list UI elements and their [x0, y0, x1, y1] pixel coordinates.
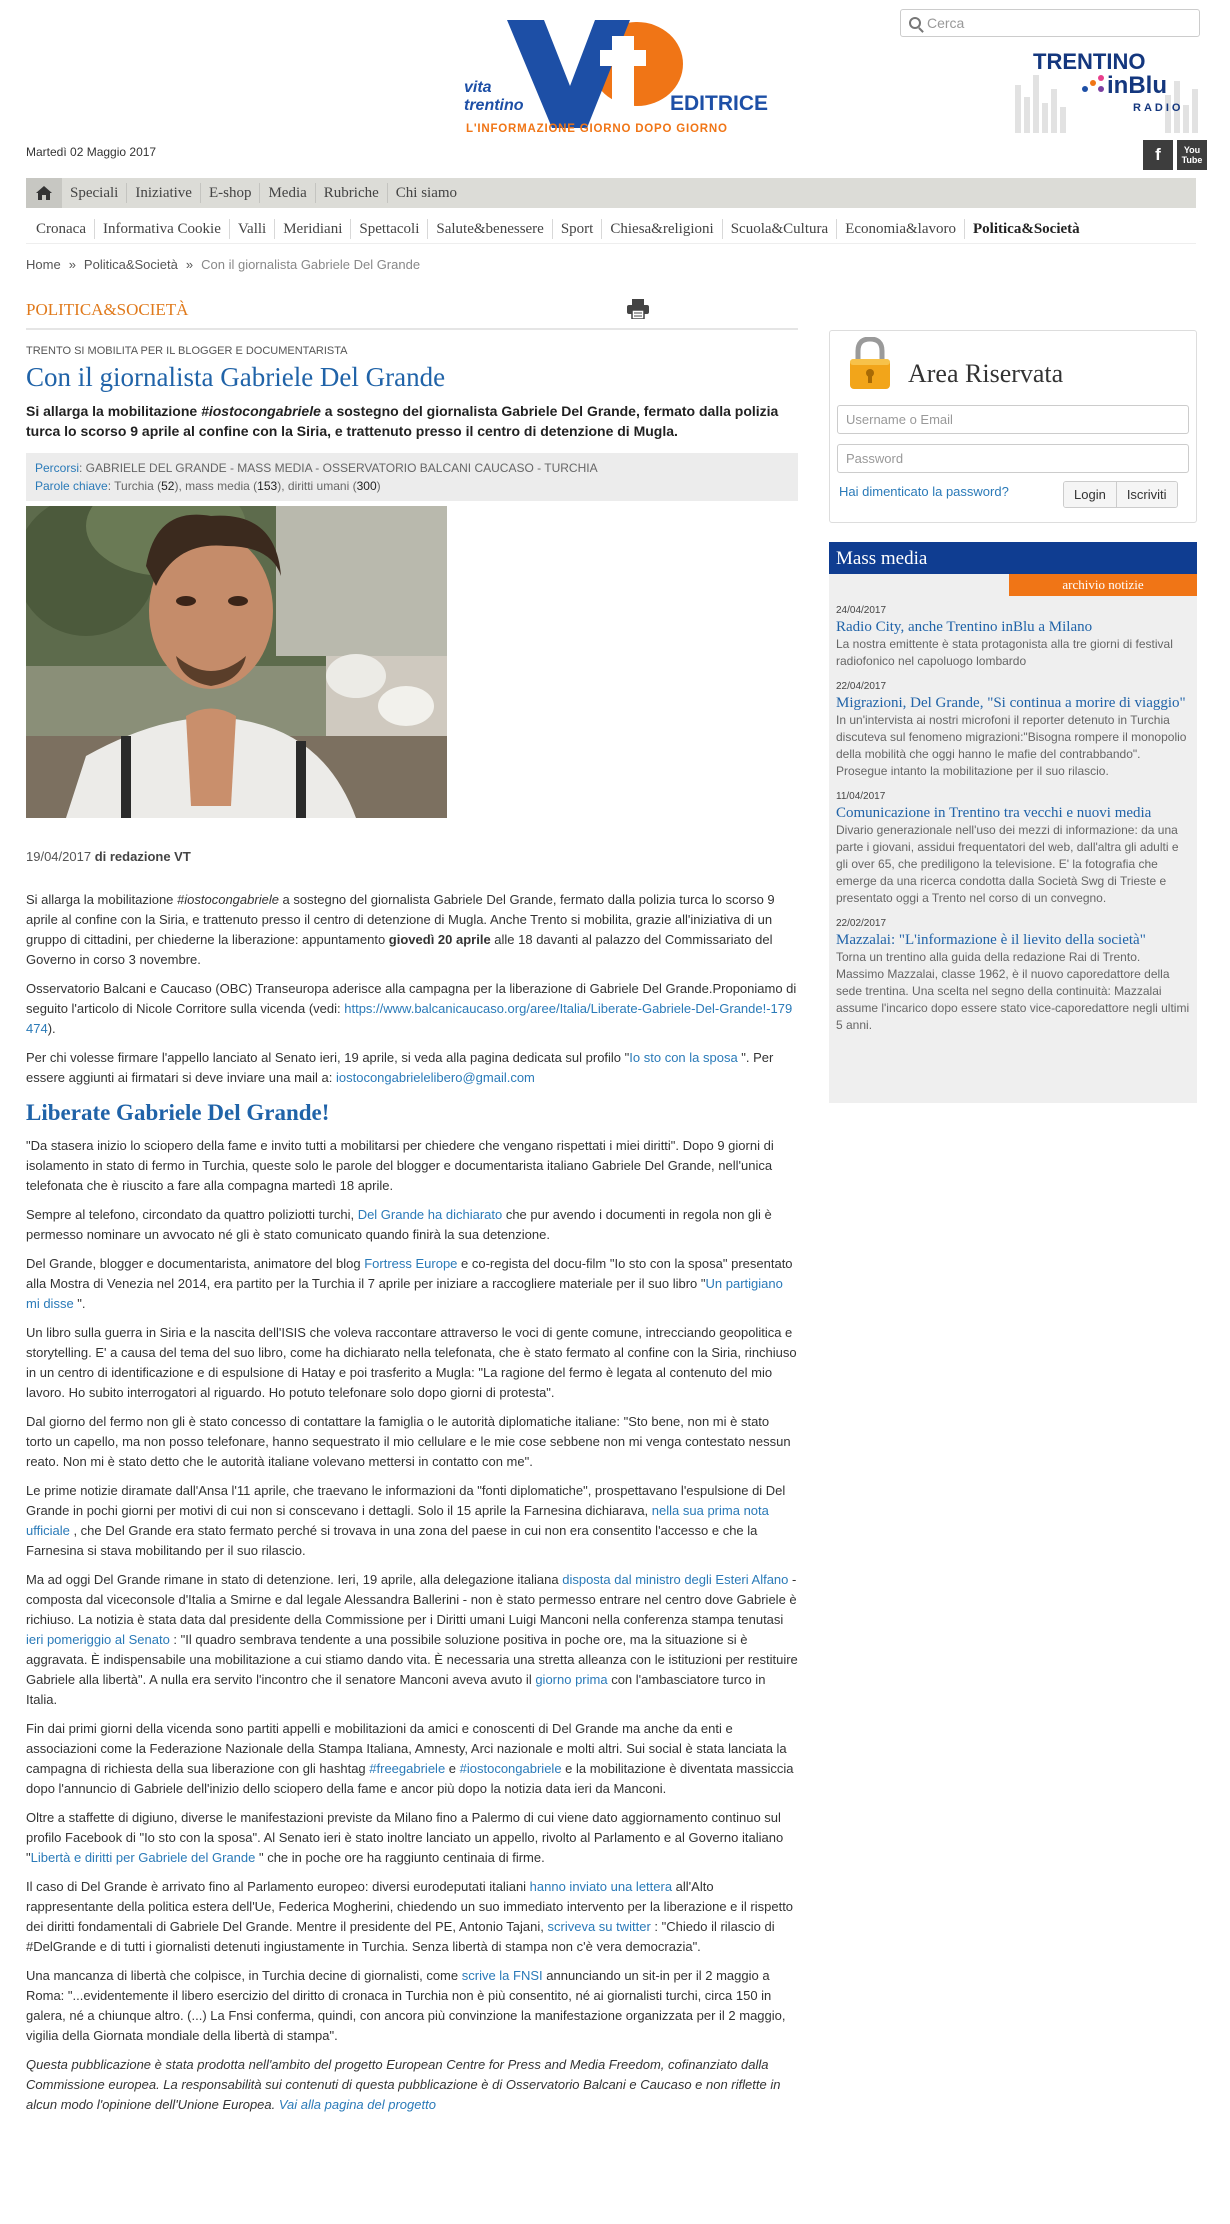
- section-divider: [26, 328, 798, 330]
- section-item-economia-lavoro[interactable]: Economia&lavoro: [837, 219, 965, 239]
- news-item: [836, 604, 1190, 670]
- section-title: POLITICA&SOCIETÀ: [26, 300, 189, 319]
- article-subheading: Liberate Gabriele Del Grande!: [26, 1100, 330, 1125]
- email-link[interactable]: iostocongabrielelibero@gmail.com: [335, 1070, 535, 1085]
- breadcrumb-current: Con il giornalista Gabriele Del Grande: [201, 257, 421, 272]
- article-photo: [26, 506, 447, 818]
- inline-link[interactable]: ieri pomeriggio al Senato: [26, 1632, 170, 1647]
- forgot-password-link[interactable]: Hai dimenticato la password?: [839, 484, 1009, 499]
- keywords-label[interactable]: Parole chiave: [35, 479, 108, 493]
- section-item-meridiani[interactable]: Meridiani: [275, 219, 351, 239]
- facebook-icon[interactable]: f: [1143, 140, 1173, 170]
- current-date: Martedì 02 Maggio 2017: [26, 145, 157, 159]
- breadcrumb-section[interactable]: Politica&Società: [83, 257, 178, 272]
- breadcrumb-separator: »: [185, 257, 194, 272]
- news-summary: Torna un trentino alla guida della redazione Rai di Trento. Massimo Mazzalai, classe 1962, è il nuovo caporedattore della sede trentina. Una scelta nel segno della continuità: Mazzalai assume l'incarico dopo essere stato vice-caporedattore negli ultimi 5 anni.: [836, 950, 1190, 1032]
- section-item-salute-benessere[interactable]: Salute&benessere: [428, 219, 552, 239]
- article-title: Con il giornalista Gabriele Del Grande: [26, 362, 446, 392]
- svg-text:RADIO: RADIO: [1133, 102, 1184, 114]
- section-item-politica-societa[interactable]: Politica&Società: [973, 220, 1080, 237]
- archive-link[interactable]: archivio notizie: [1009, 574, 1197, 596]
- article-body: [26, 890, 798, 2124]
- inline-link[interactable]: nella sua prima nota ufficiale: [26, 1503, 769, 1538]
- vita-trentino-logo[interactable]: [462, 16, 782, 140]
- section-item-informativa-cookie[interactable]: Informativa Cookie: [95, 219, 230, 239]
- svg-text:TRENTINO: TRENTINO: [1033, 49, 1146, 74]
- paragraph: Sempre al telefono, circondato da quattro poliziotti turchi, Del Grande ha dichiarato che pur avendo i documenti in regola non gli è permesso nominare un avvocato né gli è stato comunicato quando finirà la sua detenzione.: [26, 1207, 772, 1242]
- print-icon[interactable]: [627, 299, 649, 319]
- nav-item-speciali[interactable]: Speciali: [62, 183, 127, 203]
- percorsi-list: : GABRIELE DEL GRANDE - MASS MEDIA - OSSERVATORIO BALCANI CAUCASO - TURCHIA: [79, 461, 598, 475]
- article-kicker: TRENTO SI MOBILITA PER IL BLOGGER E DOCUMENTARISTA: [26, 345, 348, 357]
- paragraph: Oltre a staffette di digiuno, diverse le manifestazioni previste da Milano fino a Palermo di cui viene dato aggiornamento continuo sul profilo Facebook di "Io sto con la sposa". Al Senato ieri è stato inoltre lanciato un appello, rivolto al Parlamento e al Governo italiano "Libertà e diritti per Gabriele del Grande " che in poche ore ha raggiunto centinaia di firme.: [26, 1810, 784, 1865]
- breadcrumb-home[interactable]: Home: [26, 257, 61, 272]
- disclaimer: Questa pubblicazione è stata prodotta nell'ambito del progetto European Centre for Press and Media Freedom, cofinanziato dalla Commissione europea. La responsabilità sui contenuti di questa pubblicazione è di Osservatorio Balcani e Caucaso e non riflette in alcun modo l'opinione dell'Unione Europea. Vai alla pagina del progetto: [26, 2057, 781, 2112]
- search-placeholder: Cerca: [927, 15, 965, 31]
- svg-text:inBlu: inBlu: [1107, 72, 1167, 99]
- percorsi-label[interactable]: Percorsi: [35, 461, 80, 475]
- inline-link[interactable]: giorno prima: [535, 1672, 608, 1687]
- news-title[interactable]: Radio City, anche Trentino inBlu a Milano: [836, 619, 1093, 635]
- paragraph: Si allarga la mobilitazione #iostocongabriele a sostegno del giornalista Gabriele Del Grande, fermato dalla polizia turca lo scorso 9 aprile al confine con la Siria, e trattenuto presso il centro di detenzione di Mugla. Anche Trento si mobilita, grazie all'iniziativa di un gruppo di cittadini, per chiederne la liberazione: appuntamento giovedì 20 aprile alle 18 davanti al palazzo del Commissariato del Governo in corso 3 novembre.: [26, 892, 775, 967]
- obc-article-link[interactable]: https://www.balcanicaucaso.org/aree/Italia/Liberate-Gabriele-Del-Grande!-179474: [26, 1001, 793, 1036]
- article-author: di redazione VT: [94, 849, 191, 864]
- inline-link[interactable]: Un partigiano mi disse: [26, 1276, 783, 1311]
- news-date: 11/04/2017: [836, 791, 886, 802]
- section-item-spettacoli[interactable]: Spettacoli: [351, 219, 428, 239]
- fortress-europe-link[interactable]: Fortress Europe: [364, 1256, 458, 1271]
- paragraph: Una mancanza di libertà che colpisce, in Turchia decine di giornalisti, come scrive la FNSI annunciando un sit-in per il 2 maggio a Roma: "...evidentemente il libero esercizio del diritto di cronaca in Turchia non è più consentito, né ai giornalisti turchi, circa 150 in galera, né a chiunque altro. (...) La Fnsi conferma, quindi, con ancora più convinzione la manifestazione organizzata per il 2 maggio, vigilia della Giornata mondiale della libertà di stampa".: [26, 1968, 786, 2043]
- lock-icon: [848, 337, 892, 389]
- news-date: 24/04/2017: [836, 605, 887, 616]
- news-summary: Divario generazionale nell'uso dei mezzi di informazione: da una parte i giovani, assidui frequentatori del web, dall'altra gli adulti e gli over 65, che prediligono la televisione. E' la fotografia che emerge da una ricerca condotta dalla Società Swg di Trieste e presentato oggi a Trento nel corso di un convegno.: [836, 823, 1179, 905]
- inline-link[interactable]: scrive la FNSI: [461, 1968, 543, 1983]
- inline-link[interactable]: Del Grande ha dichiarato: [357, 1207, 503, 1222]
- hashtag-link[interactable]: #freegabriele: [369, 1761, 446, 1776]
- nav-item-chi-siamo[interactable]: Chi siamo: [395, 185, 458, 201]
- mass-media-box: [829, 542, 1197, 1103]
- svg-text:trentino: trentino: [464, 97, 524, 114]
- hashtag-link[interactable]: #iostocongabriele: [459, 1761, 562, 1776]
- breadcrumb: [26, 257, 420, 272]
- paragraph: Le prime notizie diramate dall'Ansa l'11 aprile, che traevano le informazioni da "fonti diplomatiche", prospettavano l'espulsione di Del Grande in pochi giorni per motivi di cui non si conscevano i dettagli. Solo il 15 aprile la Farnesina dichiarava, nella sua prima nota ufficiale , che Del Grande era stato fermato perché si trovava in una zona del paese in cui non era consentito l'accesso e che la Farnesina si stava mobilitando per il suo rilascio.: [26, 1483, 786, 1558]
- section-nav: [26, 214, 1196, 244]
- news-summary: La nostra emittente è stata protagonista alla tre giorni di festival radiofonico nel capoluogo lombardo: [836, 637, 1173, 668]
- trentino-inblu-radio-logo[interactable]: [1015, 45, 1200, 133]
- inline-link[interactable]: Libertà e diritti per Gabriele del Grande: [30, 1850, 256, 1865]
- article-lead: Si allarga la mobilitazione #iostocongabriele a sostegno del giornalista Gabriele Del Grande, fermato dalla polizia turca lo scorso 9 aprile al confine con la Siria, e trattenuto presso il centro di detenzione di Mugla.: [26, 403, 779, 439]
- paragraph: Osservatorio Balcani e Caucaso (OBC) Transeuropa aderisce alla campagna per la liberazione di Gabriele Del Grande.Proponiamo di seguito l'articolo di Nicole Corritore sulla vicenda (vedi: https://www.balcanicaucaso.org/aree/Italia/Liberate-Gabriele-Del-Grande!-179474).: [26, 981, 797, 1036]
- news-date: 22/04/2017: [836, 681, 887, 692]
- password-field[interactable]: Password: [837, 444, 1189, 473]
- inline-link[interactable]: disposta dal ministro degli Esteri Alfano: [562, 1572, 789, 1587]
- login-button[interactable]: Login: [1064, 482, 1116, 507]
- inline-link[interactable]: hanno inviato una lettera: [529, 1879, 673, 1894]
- news-date: 22/02/2017: [836, 918, 887, 929]
- mass-media-title: Mass media: [829, 542, 1197, 574]
- svg-text:L'INFORMAZIONE GIORNO DOPO GIO: L'INFORMAZIONE GIORNO DOPO GIORNO: [466, 123, 728, 135]
- news-item: [836, 790, 1190, 907]
- register-button[interactable]: Iscriviti: [1116, 482, 1177, 507]
- section-item-cronaca[interactable]: Cronaca: [26, 219, 95, 239]
- login-title: Area Riservata: [908, 359, 1064, 388]
- nav-item-iniziative[interactable]: Iniziative: [127, 183, 201, 203]
- section-item-valli[interactable]: Valli: [230, 219, 275, 239]
- keyword-diritti-umani[interactable]: diritti umani (300): [287, 479, 381, 493]
- svg-text:EDITRICE: EDITRICE: [670, 92, 769, 115]
- keywords-row: Parole chiave: Turchia (52), mass media (153), diritti umani (300): [35, 479, 381, 493]
- paragraph: "Da stasera inizio lo sciopero della fame e invito tutti a mobilitarsi per chiedere che vengano rispettati i miei diritti". Dopo 9 giorni di isolamento in stato di fermo in Turchia, queste solo le parole del blogger e documentarista italiano Gabriele Del Grande, nell'unica telefonata che è riuscito a fare alla compagna martedì 18 aprile.: [26, 1138, 774, 1193]
- news-title[interactable]: Migrazioni, Del Grande, "Si continua a morire di viaggio": [836, 695, 1186, 711]
- io-sto-con-la-sposa-link[interactable]: Io sto con la sposa: [629, 1050, 738, 1065]
- paragraph: Dal giorno del fermo non gli è stato concesso di contattare la famiglia o le autorità diplomatiche italiane: "Sto bene, non mi è stato torto un capello, ma non posso telefonare, hanno sequestrato il mio cellulare e le mie cose sebbene non mi venga contestato nessun reato. Non mi è stato detto che le autorità italiane volevano mettersi in contatto con me".: [26, 1414, 791, 1469]
- paragraph: Fin dai primi giorni della vicenda sono partiti appelli e mobilitazioni da amici e conoscenti di Del Grande ma anche da enti e associazioni come la Federazione Nazionale della Stampa Italiana, Amnesty, Arci nazionale e molti altri. Sui social è stata lanciata la campagna di richiesta della sua liberazione con gli hashtag #freegabriele e #iostocongabriele e la mobilitazione è diventata massiccia dopo l'annuncio di Gabriele dell'inizio dello sciopero della fame e ancor più dopo la notizia data ieri da Manconi.: [26, 1721, 794, 1796]
- youtube-label-bottom: Tube: [1181, 155, 1203, 165]
- login-buttons: [1063, 481, 1178, 508]
- percorsi-row: [35, 459, 789, 477]
- paragraph: Ma ad oggi Del Grande rimane in stato di detenzione. Ieri, 19 aprile, alla delegazione italiana disposta dal ministro degli Esteri Alfano - composta dal viceconsole d'Italia a Smirne e dal legale Alessandra Ballerini - non è stato permesso entrare nel centro dove Gabriele è richiuso. La notizia è stata data dal presidente della Commissione per i Diritti umani Luigi Manconi nella conferenza stampa tenutasi ieri pomeriggio al Senato : "Il quadro sembrava tendente a una possibile soluzione positiva in poche ore, ma la situazione si è aggravata. È indispensabile una mobilitazione a cui stiamo dando vita. È necessaria una stretta alleanza con le istituzioni per restituire Gabriele alla libertà". A nulla era servito l'incontro che il senatore Manconi aveva avuto il giorno prima con l'ambasciatore turco in Italia.: [26, 1572, 798, 1707]
- breadcrumb-separator: »: [68, 257, 76, 272]
- username-field[interactable]: Username o Email: [837, 405, 1189, 434]
- nav-item-rubriche[interactable]: Rubriche: [316, 183, 388, 203]
- section-item-chiesa-religioni[interactable]: Chiesa&religioni: [602, 219, 722, 239]
- news-item: [836, 680, 1190, 780]
- section-item-scuola-cultura[interactable]: Scuola&Cultura: [723, 219, 838, 239]
- section-item-sport[interactable]: Sport: [553, 219, 603, 239]
- paragraph: Del Grande, blogger e documentarista, animatore del blog Fortress Europe e co-regista del docu-film "Io sto con la sposa" presentato alla Mostra di Venezia nel 2014, era partito per la Turchia il 7 aprile per iniziare a raccogliere materiale per il suo libro "Un partigiano mi disse ".: [26, 1256, 793, 1311]
- svg-text:vita: vita: [464, 79, 492, 96]
- paragraph: Il caso di Del Grande è arrivato fino al Parlamento europeo: diversi eurodeputati italiani hanno inviato una lettera all'Alto rappresentante della politica estera dell'Ue, Federica Mogherini, chiedendo un suo immediato intervento per la liberazione e il rispetto dei diritti fondamentali di Gabriele Del Grande. Mentre il presidente del PE, Antonio Tajani, scriveva su twitter : "Chiedo il rilascio di #DelGrande e di tutti i giornalisti detenuti ingiustamente in Turchia. Senza libertà di stampa non c'è vera democrazia".: [26, 1879, 794, 1954]
- news-list: [836, 604, 1190, 1044]
- search-input[interactable]: [900, 9, 1200, 37]
- youtube-label-top: You: [1183, 145, 1201, 155]
- article-tags: [26, 453, 798, 501]
- article-date: 19/04/2017: [26, 849, 92, 864]
- news-title[interactable]: Comunicazione in Trentino tra vecchi e nuovi media: [836, 805, 1152, 821]
- paragraph: Un libro sulla guerra in Siria e la nascita dell'ISIS che voleva raccontare attraverso le voci di gente comune, intrecciando geopolitica e storytelling. E' a causa del tema del suo libro, come ha dichiarato nella telefonata, che è stato fermato al confine con la Siria, rinchiuso in un centro di identificazione e di espulsione di Hatay e poi trasferito a Mugla: "La ragione del fermo è legata al contenuto del mio lavoro. Ho subito interrogatori al riguardo. Ho potuto telefonare solo dopo giorni di protesta".: [26, 1325, 797, 1400]
- paragraph: Per chi volesse firmare l'appello lanciato al Senato ieri, 19 aprile, si veda alla pagina dedicata sul profilo "Io sto con la sposa ". Per essere aggiunti ai firmatari si deve inviare una mail a: iostocongabrielelibero@gmail.com: [26, 1050, 774, 1085]
- project-page-link[interactable]: Vai alla pagina del progetto: [278, 2097, 436, 2112]
- news-item: [836, 917, 1190, 1034]
- keyword-turchia[interactable]: Turchia (52),: [114, 479, 182, 493]
- news-title[interactable]: Mazzalai: "L'informazione è il lievito della società": [836, 932, 1146, 948]
- keyword-mass-media[interactable]: mass media (153),: [185, 479, 285, 493]
- nav-item-media[interactable]: Media: [260, 183, 315, 203]
- search-icon: [909, 17, 921, 29]
- login-box: [829, 330, 1197, 523]
- nav-item-eshop[interactable]: E-shop: [201, 183, 261, 203]
- main-nav: [26, 178, 1196, 208]
- youtube-icon[interactable]: [1177, 140, 1207, 170]
- home-icon[interactable]: [26, 178, 62, 208]
- article-byline: [26, 849, 191, 864]
- news-summary: In un'intervista ai nostri microfoni il reporter detenuto in Turchia discuteva sul fenomeno migrazioni:"Bisogna rompere il monopolio della mobilità che oggi hanno le mafie del contrabbando". Prosegue intanto la mobilitazione per il suo rilascio.: [836, 713, 1187, 778]
- inline-link[interactable]: scriveva su twitter: [547, 1919, 651, 1934]
